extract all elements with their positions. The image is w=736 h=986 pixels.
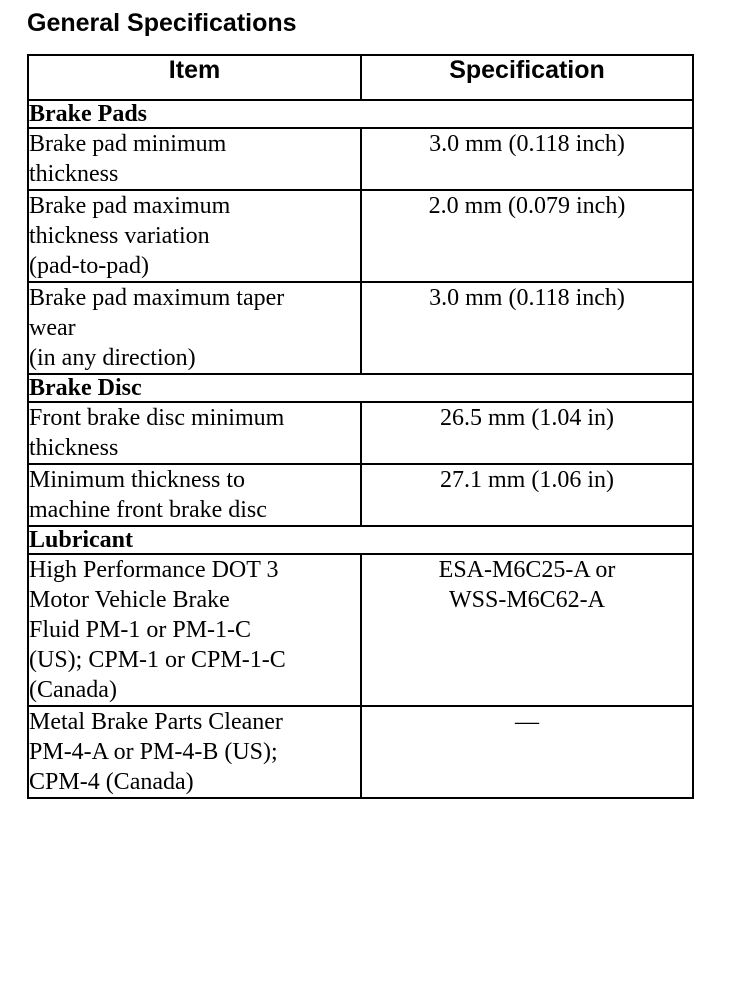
item-text-line: Brake pad maximum [29,193,231,219]
section-title: Brake Pads [28,100,693,128]
specification-text-line: WSS-M6C62-A [448,587,605,613]
specification-cell [361,128,693,190]
table-row [28,282,693,374]
specification-cell [361,464,693,526]
section-title: Lubricant [28,526,693,554]
item-text-line: Front brake disc minimum [29,405,285,431]
item-text-line: Minimum thickness to [29,467,245,493]
item-text-line: (Canada) [29,677,117,703]
table-row [28,402,693,464]
item-cell [28,128,361,190]
table-row [28,128,693,190]
item-cell [28,464,361,526]
item-text-line: thickness [29,161,119,187]
specifications-table [27,54,694,799]
item-text-line: (in any direction) [29,345,196,371]
item-cell [28,402,361,464]
section-row-brake-disc [28,374,693,402]
item-text-line: wear [29,315,76,341]
specification-cell [361,190,693,282]
table-row [28,554,693,706]
page-title: General Specifications [27,9,297,37]
item-text-line: Brake pad maximum taper [29,285,285,311]
table-header-row [28,55,693,100]
item-text-line: machine front brake disc [29,497,267,523]
item-text-line: thickness variation [29,223,210,249]
item-text-line: CPM-4 (Canada) [29,769,194,795]
specification-text-line: 3.0 mm (0.118 inch) [429,285,625,311]
item-cell [28,554,361,706]
specification-cell [361,282,693,374]
specification-cell [361,554,693,706]
specification-cell [361,402,693,464]
table-row [28,706,693,798]
specification-cell [361,706,693,798]
section-row-lubricant [28,526,693,554]
item-text-line: High Performance DOT 3 [29,557,279,583]
specification-text-line: 27.1 mm (1.06 in) [440,467,614,493]
item-cell [28,190,361,282]
section-title: Brake Disc [28,374,693,402]
specification-text-line: 2.0 mm (0.079 inch) [428,193,626,219]
item-cell [28,706,361,798]
item-text-line: Metal Brake Parts Cleaner [29,709,283,735]
specification-text-line: 3.0 mm (0.118 inch) [429,131,625,157]
specification-text-line: — [515,709,539,735]
item-text-line: (pad-to-pad) [29,253,149,279]
item-text-line: (US); CPM-1 or CPM-1-C [29,647,286,673]
item-text-line: thickness [29,435,119,461]
table-row [28,464,693,526]
section-row-brake-pads [28,100,693,128]
column-header-item: Item [28,55,361,100]
column-header-specification: Specification [361,55,693,100]
item-text-line: Brake pad minimum [29,131,227,157]
specification-text-line: 26.5 mm (1.04 in) [440,405,614,431]
item-text-line: Motor Vehicle Brake [29,587,230,613]
item-cell [28,282,361,374]
item-text-line: Fluid PM-1 or PM-1-C [29,617,252,643]
specification-text-line: ESA-M6C25-A or [438,557,616,583]
item-text-line: PM-4-A or PM-4-B (US); [29,739,278,765]
table-row [28,190,693,282]
